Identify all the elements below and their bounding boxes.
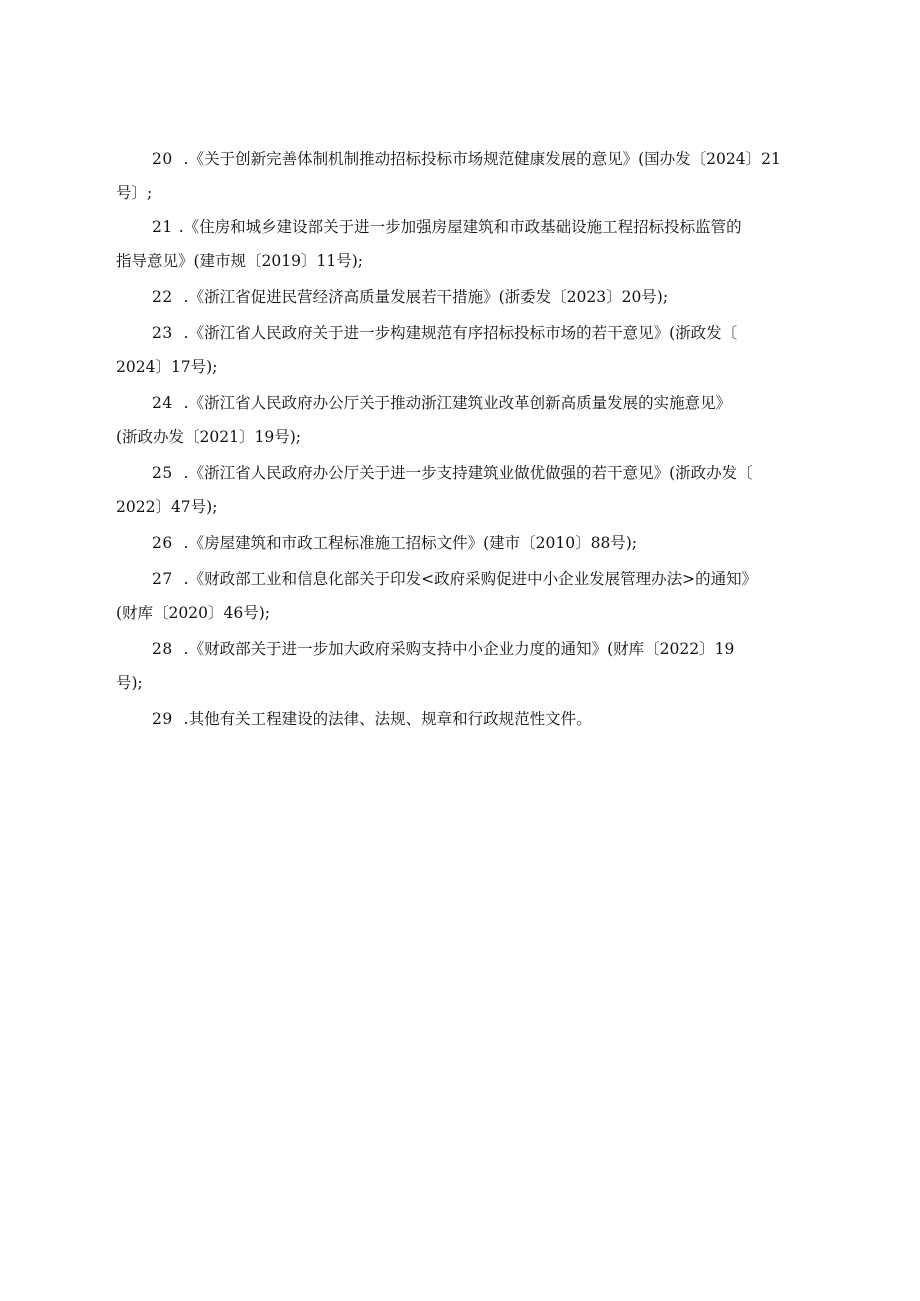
item-first-line: [116, 210, 816, 244]
item-text: .《浙江省人民政府办公厅关于推动浙江建筑业改革创新高质量发展的实施意见》: [178, 394, 732, 412]
item-continuation: (财库〔2020〕46号);: [116, 604, 270, 622]
item-first-line: [116, 386, 816, 420]
item-text: .《房屋建筑和市政工程标准施工招标文件》(建市〔2010〕88号);: [178, 534, 638, 552]
item-number: 29: [152, 710, 173, 728]
item-number: 26: [152, 534, 173, 552]
item-first-line: [116, 526, 816, 560]
list-item: [116, 210, 816, 278]
item-text: .《财政部关于进一步加大政府采购支持中小企业力度的通知》(财库〔2022〕19: [178, 640, 735, 658]
item-first-line: [116, 280, 816, 314]
list-item: [116, 526, 816, 560]
list-item: [116, 316, 816, 384]
item-first-line: [116, 456, 816, 490]
item-first-line: [116, 702, 816, 736]
item-text: .其他有关工程建设的法律、法规、规章和行政规范性文件。: [178, 710, 592, 728]
item-number: 20: [152, 150, 173, 168]
item-text: .《浙江省人民政府关于进一步构建规范有序招标投标市场的若干意见》(浙政发〔: [178, 324, 738, 342]
item-continuation: 号〕;: [116, 184, 153, 202]
list-item: [116, 142, 816, 210]
list-item: [116, 456, 816, 524]
item-number: 25: [152, 464, 173, 482]
item-text: .《关于创新完善体制机制推动招标投标市场规范健康发展的意见》(国办发〔2024〕21: [178, 150, 781, 168]
item-number: 23: [152, 324, 173, 342]
item-first-line: [116, 316, 816, 350]
item-first-line: [116, 632, 816, 666]
item-number: 28: [152, 640, 173, 658]
item-text: .《浙江省人民政府办公厅关于进一步支持建筑业做优做强的若干意见》(浙政办发〔: [178, 464, 753, 482]
list-item: [116, 386, 816, 454]
item-first-line: [116, 562, 816, 596]
item-continuation: (浙政办发〔2021〕19号);: [116, 428, 301, 446]
item-number: 21: [152, 218, 173, 236]
item-continuation: 号);: [116, 674, 143, 692]
item-text: .《财政部工业和信息化部关于印发<政府采购促进中小企业发展管理办法>的通知》: [178, 570, 758, 588]
item-number: 24: [152, 394, 173, 412]
item-number: 27: [152, 570, 173, 588]
list-item: [116, 702, 816, 736]
item-text: .《浙江省促进民营经济高质量发展若干措施》(浙委发〔2023〕20号);: [178, 288, 669, 306]
item-first-line: [116, 142, 816, 176]
item-continuation: 2024〕17号);: [116, 358, 218, 376]
item-continuation: 2022〕47号);: [116, 498, 218, 516]
list-item: [116, 562, 816, 630]
item-number: 22: [152, 288, 173, 306]
item-continuation: 指导意见》(建市规〔2019〕11号);: [116, 252, 363, 270]
list-item: [116, 632, 816, 700]
list-item: [116, 280, 816, 314]
item-text: .《住房和城乡建设部关于进一步加强房屋建筑和市政基础设施工程招标投标监管的: [178, 218, 742, 236]
